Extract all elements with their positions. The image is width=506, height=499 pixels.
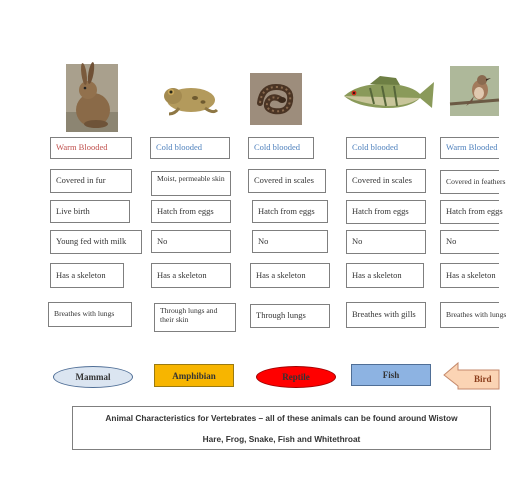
fish-key-rect [351, 364, 431, 386]
amphibian-key-rect [154, 364, 234, 387]
hare-trait-breathing: Breathes with lungs [48, 302, 132, 327]
frog-photo [159, 78, 221, 118]
hare-trait-young: Young fed with milk [50, 230, 142, 254]
fish-trait-breathing: Breathes with gills [346, 302, 426, 328]
bird-key-arrow [444, 362, 499, 390]
snake-trait-birth: Hatch from eggs [252, 200, 328, 223]
fish-header: Cold blooded [346, 137, 426, 159]
fish-trait-covering: Covered in scales [346, 169, 426, 193]
mammal-key-label: Mammal [75, 372, 111, 382]
bird-trait-covering: Covered in feathers [440, 170, 499, 194]
bird-trait-young: No [440, 230, 499, 254]
frog-trait-birth: Hatch from eggs [151, 200, 231, 223]
frog-header: Cold blooded [150, 137, 230, 159]
snake-trait-skeleton: Has a skeleton [250, 263, 330, 288]
hare-trait-covering: Covered in fur [50, 169, 132, 193]
mammal-key-ellipse [53, 366, 133, 388]
fish-trait-birth: Hatch from eggs [346, 200, 426, 224]
fish-trait-young: No [346, 230, 426, 254]
fish-trait-skeleton: Has a skeleton [346, 263, 424, 288]
reptile-key-label: Reptile [282, 372, 310, 382]
amphibian-key-label: Amphibian [172, 370, 216, 381]
bird-trait-birth: Hatch from eggs [440, 200, 499, 224]
bird-trait-breathing: Breathes with lungs [440, 302, 499, 328]
snake-photo [250, 73, 302, 125]
frog-trait-covering: Moist, permeable skin [151, 171, 231, 196]
snake-header: Cold blooded [248, 137, 314, 159]
caption-box [72, 406, 491, 450]
hare-header: Warm Blooded [50, 137, 132, 159]
snake-trait-young: No [252, 230, 328, 253]
caption-title: Animal Characteristics for Vertebrates – all of these animals can be found around Wistow [105, 413, 458, 423]
reptile-key-ellipse [256, 366, 336, 388]
frog-trait-skeleton: Has a skeleton [151, 263, 231, 288]
hare-trait-birth: Live birth [50, 200, 130, 223]
fish-key-label: Fish [382, 370, 400, 380]
hare-trait-skeleton: Has a skeleton [50, 263, 124, 288]
caption-subtitle: Hare, Frog, Snake, Fish and Whitethroat [202, 434, 361, 444]
frog-trait-breathing: Through lungs and their skin [154, 303, 236, 332]
snake-trait-breathing: Through lungs [250, 304, 330, 328]
fish-photo [340, 74, 436, 116]
snake-trait-covering: Covered in scales [248, 169, 326, 193]
bird-header: Warm Blooded [440, 137, 499, 159]
frog-trait-young: No [151, 230, 231, 253]
bird-photo [450, 66, 499, 116]
hare-photo [66, 64, 118, 132]
bird-key-label: Bird [474, 374, 492, 384]
bird-trait-skeleton: Has a skeleton [440, 263, 499, 288]
